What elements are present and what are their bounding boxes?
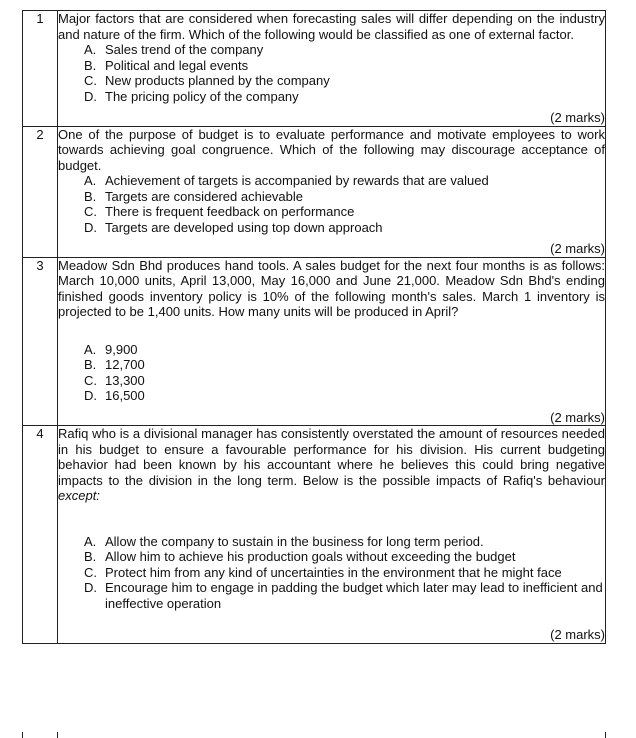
option-a: A. Achievement of targets is accompanied by rewards that are valued — [84, 173, 489, 188]
option-d: D. Encourage him to engage in padding the budget which later may lead to inefficient and ineffective operation — [84, 580, 603, 611]
marks-label: (2 marks) — [550, 627, 605, 642]
option-list — [58, 42, 605, 104]
question-number: 2 — [23, 126, 58, 257]
question-body — [58, 11, 606, 127]
option-list — [58, 342, 605, 404]
question-table — [22, 10, 606, 644]
option-a: A. Allow the company to sustain in the business for long term period. — [84, 533, 484, 549]
stem-text: Rafiq who is a divisional manager has consistently overstated the amount of resources needed in his budget to ensure a favourable performance for his division. His current budgeting behavior had been known by his accountant where he believes this could bring negative impacts to the division in the long term. Below is the possible impacts of Rafiq's behaviour — [58, 426, 605, 488]
stem-emphasis: except: — [58, 488, 100, 503]
option-c: C. There is frequent feedback on performance — [84, 204, 355, 219]
spacer — [58, 320, 605, 342]
question-stem: Major factors that are considered when forecasting sales will differ depending on the industry and nature of the firm. Which of the following would be classified as one of external factor. — [58, 11, 605, 42]
option-list — [58, 534, 605, 612]
option-b: B. Targets are considered achievable — [84, 188, 304, 204]
option-b: B. Political and legal events — [84, 57, 249, 73]
question-stem: One of the purpose of budget is to evaluate performance and motivate employees to work towards achieving goal congruence. Which of the following may discourage acceptance of budget. — [58, 126, 605, 173]
option-d: D. The pricing policy of the company — [84, 88, 299, 104]
option-b: B. Allow him to achieve his production goals without exceeding the budget — [84, 549, 516, 564]
option-c: C. Protect him from any kind of uncertainties in the environment that he might face — [84, 564, 562, 580]
question-row-1 — [23, 11, 606, 127]
option-d: D. 16,500 — [84, 388, 145, 403]
column-divider — [57, 732, 58, 738]
question-stem: Meadow Sdn Bhd produces hand tools. A sales budget for the next four months is as follows: March 10,000 units, April 13,000, May 16,000 and June 21,000. Meadow Sdn Bhd's ending finished goods inventory policy is 10% of the following month's sales. March 1 inventory is projected to be 1,400 units. How many units will be produced in April? — [58, 257, 605, 319]
marks-label: (2 marks) — [550, 110, 605, 125]
spacer — [58, 504, 605, 534]
question-row-2 — [23, 126, 606, 257]
option-c: C. New products planned by the company — [84, 73, 330, 88]
question-body — [58, 426, 606, 644]
question-number: 3 — [23, 257, 58, 426]
option-a: A. 9,900 — [84, 341, 138, 357]
option-c: C. 13,300 — [84, 372, 145, 388]
table-continuation — [22, 732, 606, 738]
option-b: B. 12,700 — [84, 357, 145, 372]
marks-label: (2 marks) — [550, 409, 605, 425]
question-number: 4 — [23, 426, 58, 644]
question-row-4 — [23, 426, 606, 644]
option-a: A. Sales trend of the company — [84, 42, 264, 57]
option-list — [58, 173, 605, 235]
spacer — [58, 611, 605, 621]
option-d: D. Targets are developed using top down approach — [84, 219, 383, 235]
question-number: 1 — [23, 11, 58, 127]
question-stem — [58, 426, 605, 504]
question-body — [58, 126, 606, 257]
question-row-3 — [23, 257, 606, 426]
question-body — [58, 257, 606, 426]
marks-label: (2 marks) — [550, 241, 605, 256]
